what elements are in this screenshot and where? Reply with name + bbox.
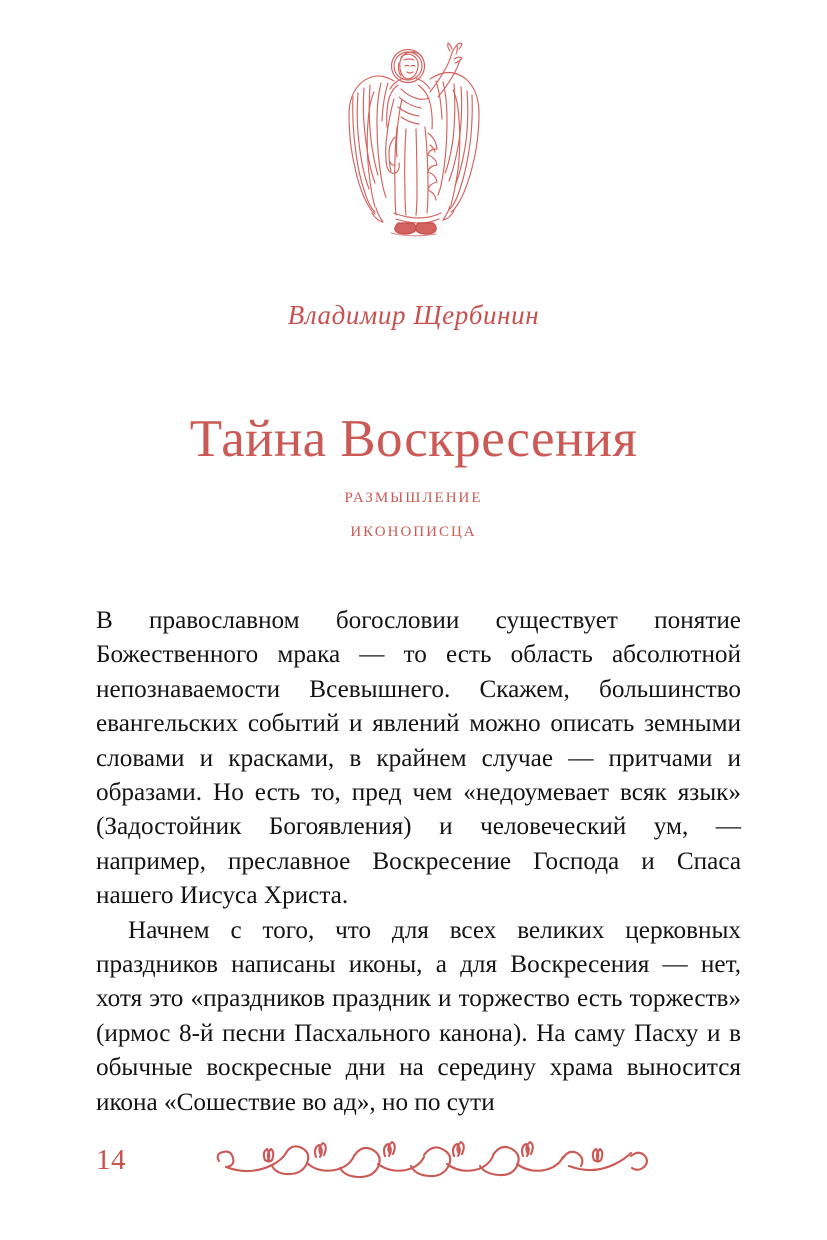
subtitle-line-2: иконописца <box>350 517 477 541</box>
subtitle-line-1: размышление <box>344 483 483 507</box>
page-footer <box>0 1138 827 1192</box>
paragraph: В православном богословии существует понятие Божественного мрака — то есть область абсолютной непознаваемости Всевышнего. Скажем, большинство евангельских событий и явлений можно описать земными словами и красками, в крайнем случае — притчами и образами. Но есть то, пред чем «недоумевает всяк язык» (Задостойник Богоявления) и человеческий ум, — например, преславное Воскресение Господа и Спаса нашего Иисуса Христа. <box>96 607 741 910</box>
paragraph: Начнем с того, что для всех великих церковных праздников написаны иконы, а для Воскресения — нет, хотя это «праздников праздник и торжество есть торжеств» (ирмос 8-й песни Пасхального канона). На саму Пасху и в обычные воскресные дни на середину храма выносится икона «Сошествие во ад», но по сути <box>96 916 741 1116</box>
ornament-divider <box>213 1138 653 1184</box>
subtitle <box>0 478 827 546</box>
angel-icon <box>306 37 521 247</box>
author-name: Владимир Щербинин <box>287 300 540 330</box>
page-number: 14 <box>96 1144 126 1176</box>
angel-illustration <box>0 34 827 249</box>
floral-scroll-divider-icon <box>213 1138 653 1184</box>
body-text <box>96 604 741 1120</box>
page-title: Тайна Воскресения <box>189 409 638 468</box>
